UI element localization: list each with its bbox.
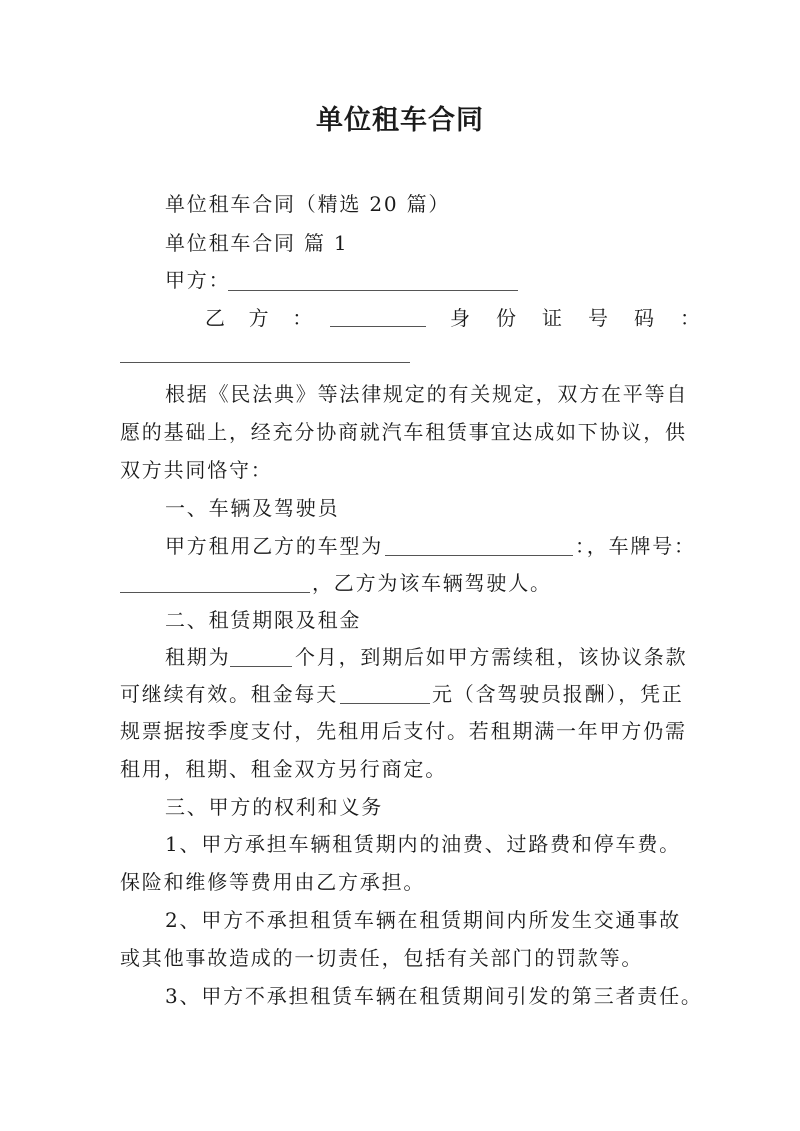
- driver-note: ，乙方为该车辆驾驶人。: [312, 571, 552, 595]
- daily-rent-blank[interactable]: [340, 703, 430, 704]
- vehicle-model-blank[interactable]: [385, 555, 573, 556]
- vehicle-model-label: 甲方租用乙方的车型为: [165, 534, 383, 558]
- daily-rent-label: 可继续有效。租金每天: [120, 682, 338, 706]
- heading-lease-term-rent: 二、租赁期限及租金: [165, 608, 362, 632]
- plate-number-label: ：，车牌号：: [575, 534, 696, 558]
- heading-vehicle-driver: 一、车辆及驾驶员: [165, 496, 340, 520]
- clause-3-2-line-1: 2、甲方不承担租赁车辆在租赁期间内所发生交通事故: [165, 908, 681, 932]
- rent-paragraph-line-3: 规票据按季度支付，先租用后支付。若租期满一年甲方仍需: [120, 719, 687, 743]
- party-b-label: 乙 方 ：: [205, 306, 314, 330]
- rent-paragraph-line-4: 租用，租期、租金双方另行商定。: [120, 757, 447, 781]
- document-title: 单位租车合同: [316, 105, 484, 136]
- intro-line-2: 愿的基础上，经充分协商就汽车租赁事宜达成如下协议，供: [120, 420, 687, 444]
- clause-3-1-line-2: 保险和维修等费用由乙方承担。: [120, 870, 426, 894]
- daily-rent-text: 元（含驾驶员报酬），凭正: [432, 682, 684, 706]
- id-number-blank[interactable]: [120, 362, 410, 363]
- party-a-label: 甲方：: [165, 268, 231, 292]
- lease-months-blank[interactable]: [230, 666, 292, 667]
- party-b-blank[interactable]: [330, 326, 426, 327]
- party-a-blank[interactable]: [228, 290, 518, 291]
- vehicle-model-line: [165, 532, 383, 560]
- plate-number-blank[interactable]: [120, 592, 310, 593]
- section-heading: 单位租车合同 篇 1: [165, 231, 349, 255]
- lease-term-label: 租期为: [165, 645, 231, 669]
- id-number-label: 身 份 证 号 码 ：: [450, 306, 703, 330]
- document-subtitle: 单位租车合同（精选 20 篇）: [165, 192, 451, 216]
- intro-line-1: 根据《民法典》等法律规定的有关规定，双方在平等自: [165, 382, 689, 406]
- heading-party-a-rights: 三、甲方的权利和义务: [165, 795, 383, 819]
- intro-line-3: 双方共同恪守：: [120, 458, 273, 482]
- lease-term-text: 个月，到期后如甲方需续租，该协议条款: [295, 645, 688, 669]
- clause-3-1-line-1: 1、甲方承担车辆租赁期内的油费、过路费和停车费。: [165, 832, 681, 856]
- clause-3-3-line-1: 3、甲方不承担租赁车辆在租赁期间引发的第三者责任。: [165, 984, 703, 1008]
- clause-3-2-line-2: 或其他事故造成的一切责任，包括有关部门的罚款等。: [120, 946, 644, 970]
- party-a-line: [165, 266, 230, 294]
